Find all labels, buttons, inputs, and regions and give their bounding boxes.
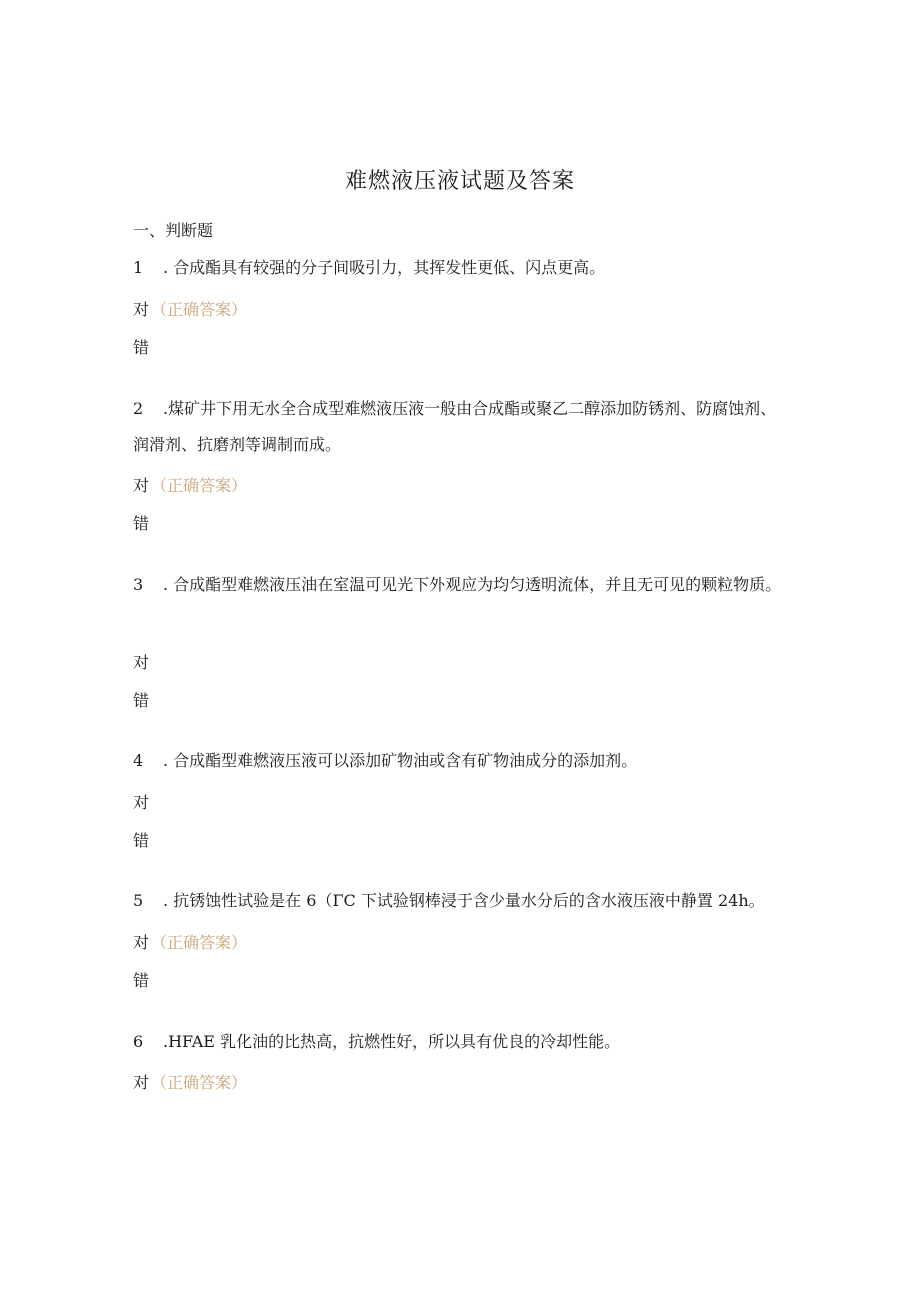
option-true-5[interactable]	[133, 931, 247, 955]
option-false-1[interactable]	[133, 336, 149, 360]
question-number: 5	[133, 891, 144, 910]
question-4	[133, 743, 783, 779]
option-label: 对	[133, 1073, 150, 1092]
option-label: 对	[133, 793, 150, 812]
option-true-4[interactable]	[133, 791, 149, 815]
option-label: 错	[133, 514, 150, 533]
option-label: 对	[133, 300, 150, 319]
question-number: 4	[133, 751, 144, 770]
question-text: .HFAE 乳化油的比热高，抗燃性好，所以具有优良的冷却性能。	[163, 1032, 621, 1051]
option-true-3[interactable]	[133, 651, 149, 675]
correct-answer-mark: （正确答案）	[151, 1073, 248, 1092]
question-text: .煤矿井下用无水全合成型难燃液压液一般由合成酯或聚乙二醇添加防锈剂、防腐蚀剂、润滑剂、抗磨剂等调制而成。	[133, 399, 777, 454]
option-label: 错	[133, 831, 150, 850]
question-text: . 合成酯型难燃液压油在室温可见光下外观应为均匀透明流体，并且无可见的颗粒物质。	[163, 575, 782, 594]
page-title: 难燃液压液试题及答案	[344, 169, 575, 194]
option-label: 对	[133, 653, 150, 672]
option-label: 对	[133, 476, 150, 495]
question-2	[133, 391, 783, 463]
option-true-6[interactable]	[133, 1071, 247, 1095]
question-number: 3	[133, 575, 144, 594]
question-1	[133, 250, 783, 286]
option-false-3[interactable]	[133, 689, 149, 713]
option-false-4[interactable]	[133, 829, 149, 853]
option-true-2[interactable]	[133, 474, 247, 498]
question-number: 1	[133, 258, 144, 277]
option-label: 对	[133, 933, 150, 952]
section-heading: 一、判断题	[133, 221, 214, 240]
correct-answer-mark: （正确答案）	[151, 933, 248, 952]
question-3	[133, 567, 783, 603]
question-text: . 合成酯型难燃液压液可以添加矿物油或含有矿物油成分的添加剂。	[163, 751, 638, 770]
option-true-1[interactable]	[133, 298, 247, 322]
option-label: 错	[133, 338, 150, 357]
question-6	[133, 1024, 783, 1060]
question-5	[133, 883, 783, 919]
correct-answer-mark: （正确答案）	[151, 476, 248, 495]
option-label: 错	[133, 971, 150, 990]
question-number: 6	[133, 1032, 144, 1051]
option-false-5[interactable]	[133, 969, 149, 993]
question-text: . 抗锈蚀性试验是在 6（ΓC 下试验钢棒浸于含少量水分后的含水液压液中静置 24h。	[163, 891, 765, 910]
option-label: 错	[133, 691, 150, 710]
question-number: 2	[133, 399, 144, 418]
question-text: . 合成酯具有较强的分子间吸引力，其挥发性更低、闪点更高。	[163, 258, 606, 277]
option-false-2[interactable]	[133, 512, 149, 536]
correct-answer-mark: （正确答案）	[151, 300, 248, 319]
